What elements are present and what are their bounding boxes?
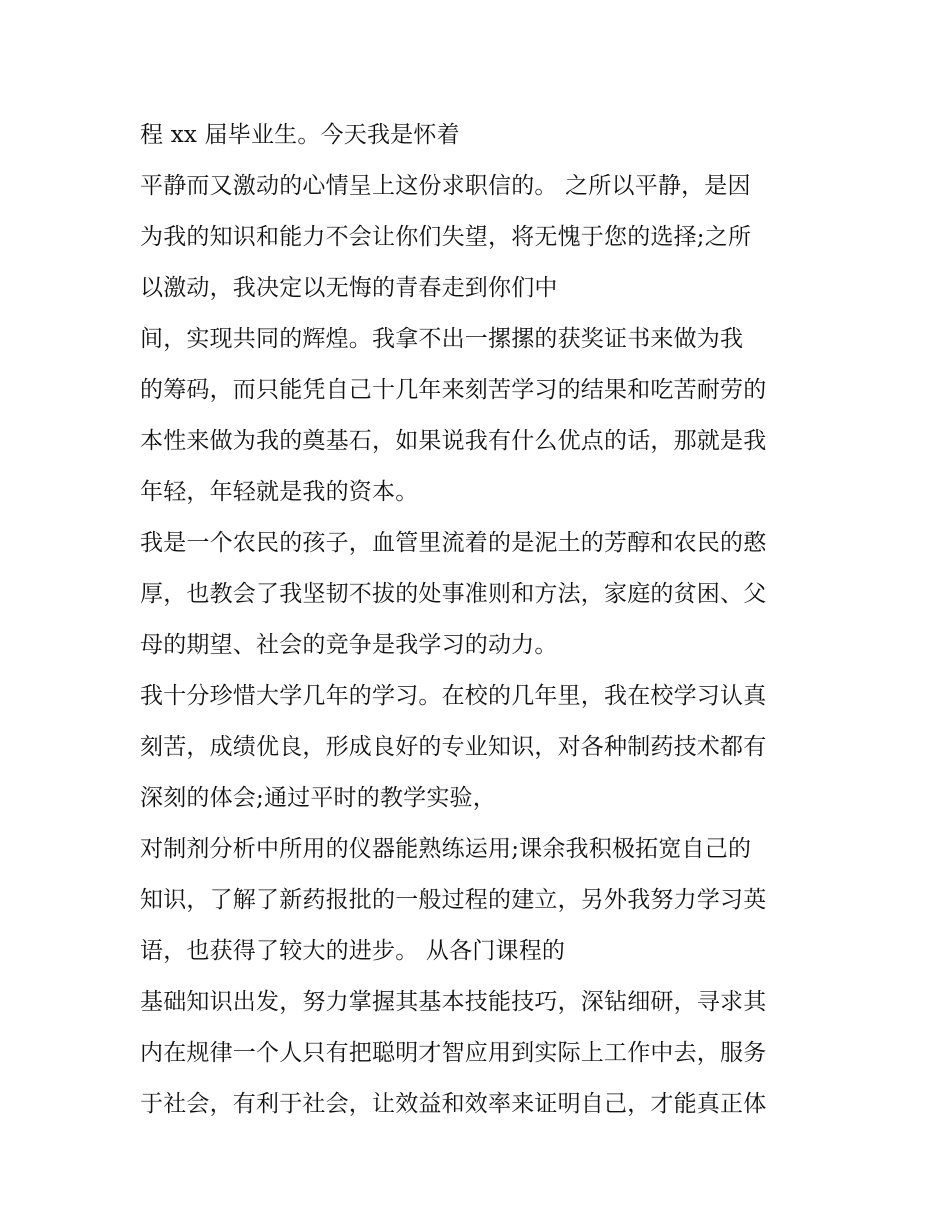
text-line: 对制剂分析中所用的仪器能熟练运用;课余我积极拓宽自己的 (140, 836, 752, 862)
text-line: 厚，也教会了我坚韧不拔的处事准则和方法，家庭的贫困、父 (140, 581, 767, 607)
text-line: 我十分珍惜大学几年的学习。在校的几年里，我在校学习认真 (140, 683, 767, 709)
text-line: 平静而又激动的心情呈上这份求职信的。 之所以平静，是因 (140, 173, 751, 199)
text-line: 程 xx 届毕业生。今天我是怀着 (140, 122, 460, 148)
text-line: 为我的知识和能力不会让你们失望，将无愧于您的选择;之所 (140, 224, 752, 250)
text-line: 的筹码，而只能凭自己十几年来刻苦学习的结果和吃苦耐劳的 (140, 377, 767, 403)
text-line: 间，实现共同的辉煌。我拿不出一摞摞的获奖证书来做为我 (140, 326, 744, 352)
text-line: 刻苦，成绩优良，形成良好的专业知识，对各种制药技术都有 (140, 734, 767, 760)
text-line: 内在规律一个人只有把聪明才智应用到实际上工作中去，服务 (140, 1040, 767, 1066)
text-line: 我是一个农民的孩子，血管里流着的是泥土的芳醇和农民的憨 (140, 530, 767, 556)
text-line: 以激动，我决定以无悔的青春走到你们中 (140, 275, 558, 301)
text-line: 知识，了解了新药报批的一般过程的建立，另外我努力学习英 (140, 887, 767, 913)
text-line: 语，也获得了较大的进步。 从各门课程的 (140, 938, 566, 964)
document-body (140, 110, 830, 1130)
text-line: 母的期望、社会的竞争是我学习的动力。 (140, 632, 558, 658)
text-line: 年轻，年轻就是我的资本。 (140, 479, 419, 505)
text-line: 于社会，有利于社会，让效益和效率来证明自己，才能真正体 (140, 1091, 767, 1117)
text-line: 本性来做为我的奠基石，如果说我有什么优点的话，那就是我 (140, 428, 767, 454)
text-line: 深刻的体会;通过平时的教学实验， (140, 785, 496, 811)
text-line: 基础知识出发，努力掌握其基本技能技巧，深钻细研，寻求其 (140, 989, 767, 1015)
